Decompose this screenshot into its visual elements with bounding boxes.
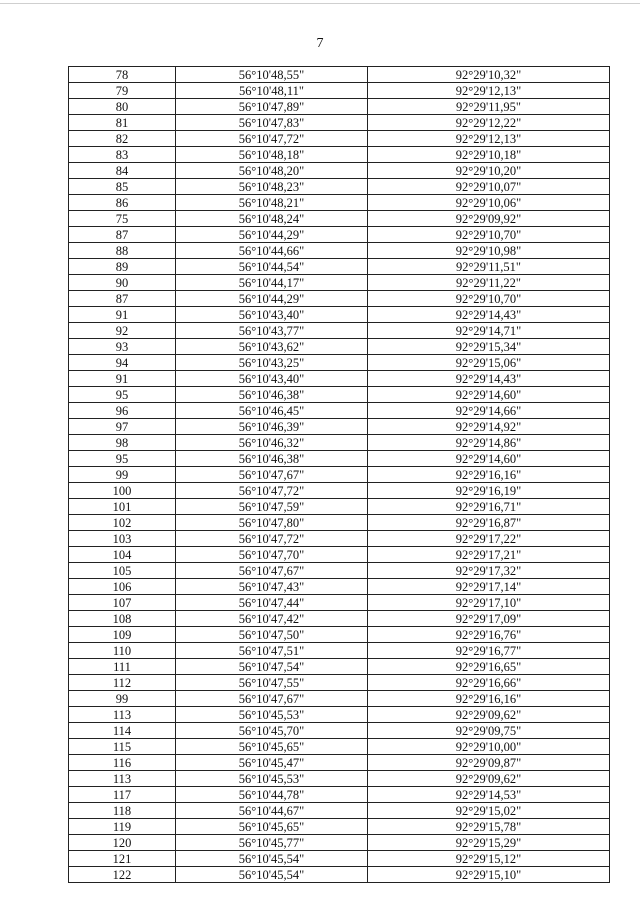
latitude-cell: 56°10'47,72" [176, 483, 368, 499]
longitude-cell: 92°29'10,70" [368, 227, 610, 243]
table-row [69, 83, 610, 99]
table-row [69, 387, 610, 403]
longitude-cell: 92°29'10,20" [368, 163, 610, 179]
table-row [69, 371, 610, 387]
longitude-cell: 92°29'15,10" [368, 867, 610, 883]
table-row [69, 563, 610, 579]
table-row [69, 595, 610, 611]
table-row [69, 643, 610, 659]
table-row [69, 531, 610, 547]
point-number-cell: 99 [69, 691, 176, 707]
longitude-cell: 92°29'16,16" [368, 691, 610, 707]
point-number-cell: 96 [69, 403, 176, 419]
longitude-cell: 92°29'15,12" [368, 851, 610, 867]
table-row [69, 99, 610, 115]
point-number-cell: 110 [69, 643, 176, 659]
point-number-cell: 82 [69, 131, 176, 147]
latitude-cell: 56°10'44,66" [176, 243, 368, 259]
point-number-cell: 106 [69, 579, 176, 595]
latitude-cell: 56°10'46,38" [176, 387, 368, 403]
point-number-cell: 94 [69, 355, 176, 371]
table-row [69, 339, 610, 355]
latitude-cell: 56°10'47,55" [176, 675, 368, 691]
latitude-cell: 56°10'47,54" [176, 659, 368, 675]
point-number-cell: 95 [69, 387, 176, 403]
point-number-cell: 80 [69, 99, 176, 115]
latitude-cell: 56°10'44,67" [176, 803, 368, 819]
latitude-cell: 56°10'48,55" [176, 67, 368, 83]
page-number: 7 [316, 36, 324, 51]
point-number-cell: 105 [69, 563, 176, 579]
point-number-cell: 103 [69, 531, 176, 547]
longitude-cell: 92°29'15,06" [368, 355, 610, 371]
longitude-cell: 92°29'09,75" [368, 723, 610, 739]
point-number-cell: 116 [69, 755, 176, 771]
point-number-cell: 93 [69, 339, 176, 355]
table-row [69, 803, 610, 819]
longitude-cell: 92°29'15,29" [368, 835, 610, 851]
latitude-cell: 56°10'48,11" [176, 83, 368, 99]
longitude-cell: 92°29'12,13" [368, 83, 610, 99]
point-number-cell: 79 [69, 83, 176, 99]
longitude-cell: 92°29'15,78" [368, 819, 610, 835]
table-row [69, 659, 610, 675]
longitude-cell: 92°29'16,65" [368, 659, 610, 675]
point-number-cell: 95 [69, 451, 176, 467]
table-row [69, 515, 610, 531]
longitude-cell: 92°29'14,53" [368, 787, 610, 803]
table-row [69, 419, 610, 435]
latitude-cell: 56°10'48,20" [176, 163, 368, 179]
longitude-cell: 92°29'11,95" [368, 99, 610, 115]
table-row [69, 403, 610, 419]
latitude-cell: 56°10'45,77" [176, 835, 368, 851]
scan-top-edge [0, 3, 640, 4]
point-number-cell: 91 [69, 371, 176, 387]
table-row [69, 179, 610, 195]
table-row [69, 771, 610, 787]
point-number-cell: 102 [69, 515, 176, 531]
latitude-cell: 56°10'45,54" [176, 867, 368, 883]
table-row [69, 291, 610, 307]
point-number-cell: 118 [69, 803, 176, 819]
latitude-cell: 56°10'45,53" [176, 771, 368, 787]
point-number-cell: 83 [69, 147, 176, 163]
point-number-cell: 91 [69, 307, 176, 323]
point-number-cell: 113 [69, 707, 176, 723]
longitude-cell: 92°29'17,32" [368, 563, 610, 579]
latitude-cell: 56°10'47,72" [176, 531, 368, 547]
point-number-cell: 75 [69, 211, 176, 227]
latitude-cell: 56°10'45,65" [176, 739, 368, 755]
table-row [69, 611, 610, 627]
latitude-cell: 56°10'44,78" [176, 787, 368, 803]
latitude-cell: 56°10'47,67" [176, 563, 368, 579]
table-row [69, 323, 610, 339]
longitude-cell: 92°29'14,43" [368, 307, 610, 323]
latitude-cell: 56°10'43,40" [176, 307, 368, 323]
table-row [69, 755, 610, 771]
latitude-cell: 56°10'47,67" [176, 467, 368, 483]
longitude-cell: 92°29'14,92" [368, 419, 610, 435]
point-number-cell: 108 [69, 611, 176, 627]
table-row [69, 819, 610, 835]
coordinates-table-body [69, 67, 610, 883]
table-row [69, 163, 610, 179]
latitude-cell: 56°10'48,23" [176, 179, 368, 195]
table-row [69, 675, 610, 691]
table-row [69, 707, 610, 723]
longitude-cell: 92°29'10,00" [368, 739, 610, 755]
longitude-cell: 92°29'09,92" [368, 211, 610, 227]
longitude-cell: 92°29'14,60" [368, 387, 610, 403]
latitude-cell: 56°10'47,67" [176, 691, 368, 707]
latitude-cell: 56°10'46,39" [176, 419, 368, 435]
point-number-cell: 109 [69, 627, 176, 643]
latitude-cell: 56°10'47,80" [176, 515, 368, 531]
point-number-cell: 121 [69, 851, 176, 867]
table-row [69, 259, 610, 275]
table-row [69, 115, 610, 131]
latitude-cell: 56°10'47,50" [176, 627, 368, 643]
point-number-cell: 120 [69, 835, 176, 851]
table-row [69, 467, 610, 483]
longitude-cell: 92°29'17,21" [368, 547, 610, 563]
longitude-cell: 92°29'16,71" [368, 499, 610, 515]
point-number-cell: 100 [69, 483, 176, 499]
table-row [69, 243, 610, 259]
table-row [69, 787, 610, 803]
table-row [69, 435, 610, 451]
longitude-cell: 92°29'09,62" [368, 707, 610, 723]
table-row [69, 483, 610, 499]
latitude-cell: 56°10'47,43" [176, 579, 368, 595]
point-number-cell: 99 [69, 467, 176, 483]
longitude-cell: 92°29'14,43" [368, 371, 610, 387]
latitude-cell: 56°10'43,62" [176, 339, 368, 355]
table-row [69, 131, 610, 147]
latitude-cell: 56°10'48,21" [176, 195, 368, 211]
latitude-cell: 56°10'47,83" [176, 115, 368, 131]
table-row [69, 307, 610, 323]
table-row [69, 211, 610, 227]
longitude-cell: 92°29'15,34" [368, 339, 610, 355]
table-row [69, 723, 610, 739]
table-row [69, 579, 610, 595]
point-number-cell: 111 [69, 659, 176, 675]
latitude-cell: 56°10'43,77" [176, 323, 368, 339]
point-number-cell: 88 [69, 243, 176, 259]
table-row [69, 147, 610, 163]
point-number-cell: 115 [69, 739, 176, 755]
longitude-cell: 92°29'16,66" [368, 675, 610, 691]
latitude-cell: 56°10'47,51" [176, 643, 368, 659]
latitude-cell: 56°10'43,25" [176, 355, 368, 371]
longitude-cell: 92°29'16,76" [368, 627, 610, 643]
longitude-cell: 92°29'14,86" [368, 435, 610, 451]
longitude-cell: 92°29'14,71" [368, 323, 610, 339]
point-number-cell: 92 [69, 323, 176, 339]
longitude-cell: 92°29'17,10" [368, 595, 610, 611]
table-row [69, 227, 610, 243]
point-number-cell: 117 [69, 787, 176, 803]
point-number-cell: 87 [69, 227, 176, 243]
point-number-cell: 101 [69, 499, 176, 515]
point-number-cell: 87 [69, 291, 176, 307]
point-number-cell: 86 [69, 195, 176, 211]
table-row [69, 547, 610, 563]
latitude-cell: 56°10'44,17" [176, 275, 368, 291]
longitude-cell: 92°29'16,77" [368, 643, 610, 659]
longitude-cell: 92°29'16,19" [368, 483, 610, 499]
latitude-cell: 56°10'45,54" [176, 851, 368, 867]
latitude-cell: 56°10'44,29" [176, 291, 368, 307]
point-number-cell: 98 [69, 435, 176, 451]
longitude-cell: 92°29'14,66" [368, 403, 610, 419]
latitude-cell: 56°10'47,70" [176, 547, 368, 563]
table-row [69, 67, 610, 83]
point-number-cell: 107 [69, 595, 176, 611]
latitude-cell: 56°10'44,54" [176, 259, 368, 275]
table-row [69, 739, 610, 755]
point-number-cell: 89 [69, 259, 176, 275]
point-number-cell: 84 [69, 163, 176, 179]
point-number-cell: 112 [69, 675, 176, 691]
longitude-cell: 92°29'11,22" [368, 275, 610, 291]
longitude-cell: 92°29'12,22" [368, 115, 610, 131]
point-number-cell: 113 [69, 771, 176, 787]
longitude-cell: 92°29'09,62" [368, 771, 610, 787]
longitude-cell: 92°29'14,60" [368, 451, 610, 467]
latitude-cell: 56°10'47,89" [176, 99, 368, 115]
latitude-cell: 56°10'47,59" [176, 499, 368, 515]
point-number-cell: 85 [69, 179, 176, 195]
table-row [69, 195, 610, 211]
longitude-cell: 92°29'10,70" [368, 291, 610, 307]
latitude-cell: 56°10'46,38" [176, 451, 368, 467]
latitude-cell: 56°10'43,40" [176, 371, 368, 387]
longitude-cell: 92°29'12,13" [368, 131, 610, 147]
table-row [69, 499, 610, 515]
latitude-cell: 56°10'47,42" [176, 611, 368, 627]
longitude-cell: 92°29'17,22" [368, 531, 610, 547]
longitude-cell: 92°29'17,09" [368, 611, 610, 627]
longitude-cell: 92°29'11,51" [368, 259, 610, 275]
longitude-cell: 92°29'10,06" [368, 195, 610, 211]
latitude-cell: 56°10'48,24" [176, 211, 368, 227]
latitude-cell: 56°10'48,18" [176, 147, 368, 163]
table-row [69, 451, 610, 467]
table-row [69, 691, 610, 707]
longitude-cell: 92°29'16,16" [368, 467, 610, 483]
latitude-cell: 56°10'45,65" [176, 819, 368, 835]
point-number-cell: 114 [69, 723, 176, 739]
latitude-cell: 56°10'46,45" [176, 403, 368, 419]
longitude-cell: 92°29'16,87" [368, 515, 610, 531]
coordinates-table [68, 66, 610, 883]
table-row [69, 851, 610, 867]
point-number-cell: 90 [69, 275, 176, 291]
point-number-cell: 104 [69, 547, 176, 563]
longitude-cell: 92°29'15,02" [368, 803, 610, 819]
latitude-cell: 56°10'46,32" [176, 435, 368, 451]
table-row [69, 275, 610, 291]
longitude-cell: 92°29'09,87" [368, 755, 610, 771]
point-number-cell: 122 [69, 867, 176, 883]
latitude-cell: 56°10'45,53" [176, 707, 368, 723]
latitude-cell: 56°10'45,70" [176, 723, 368, 739]
latitude-cell: 56°10'45,47" [176, 755, 368, 771]
table-row [69, 835, 610, 851]
latitude-cell: 56°10'47,72" [176, 131, 368, 147]
longitude-cell: 92°29'17,14" [368, 579, 610, 595]
point-number-cell: 81 [69, 115, 176, 131]
latitude-cell: 56°10'44,29" [176, 227, 368, 243]
point-number-cell: 97 [69, 419, 176, 435]
longitude-cell: 92°29'10,18" [368, 147, 610, 163]
longitude-cell: 92°29'10,98" [368, 243, 610, 259]
table-row [69, 355, 610, 371]
table-row [69, 627, 610, 643]
latitude-cell: 56°10'47,44" [176, 595, 368, 611]
longitude-cell: 92°29'10,07" [368, 179, 610, 195]
table-row [69, 867, 610, 883]
longitude-cell: 92°29'10,32" [368, 67, 610, 83]
point-number-cell: 78 [69, 67, 176, 83]
point-number-cell: 119 [69, 819, 176, 835]
